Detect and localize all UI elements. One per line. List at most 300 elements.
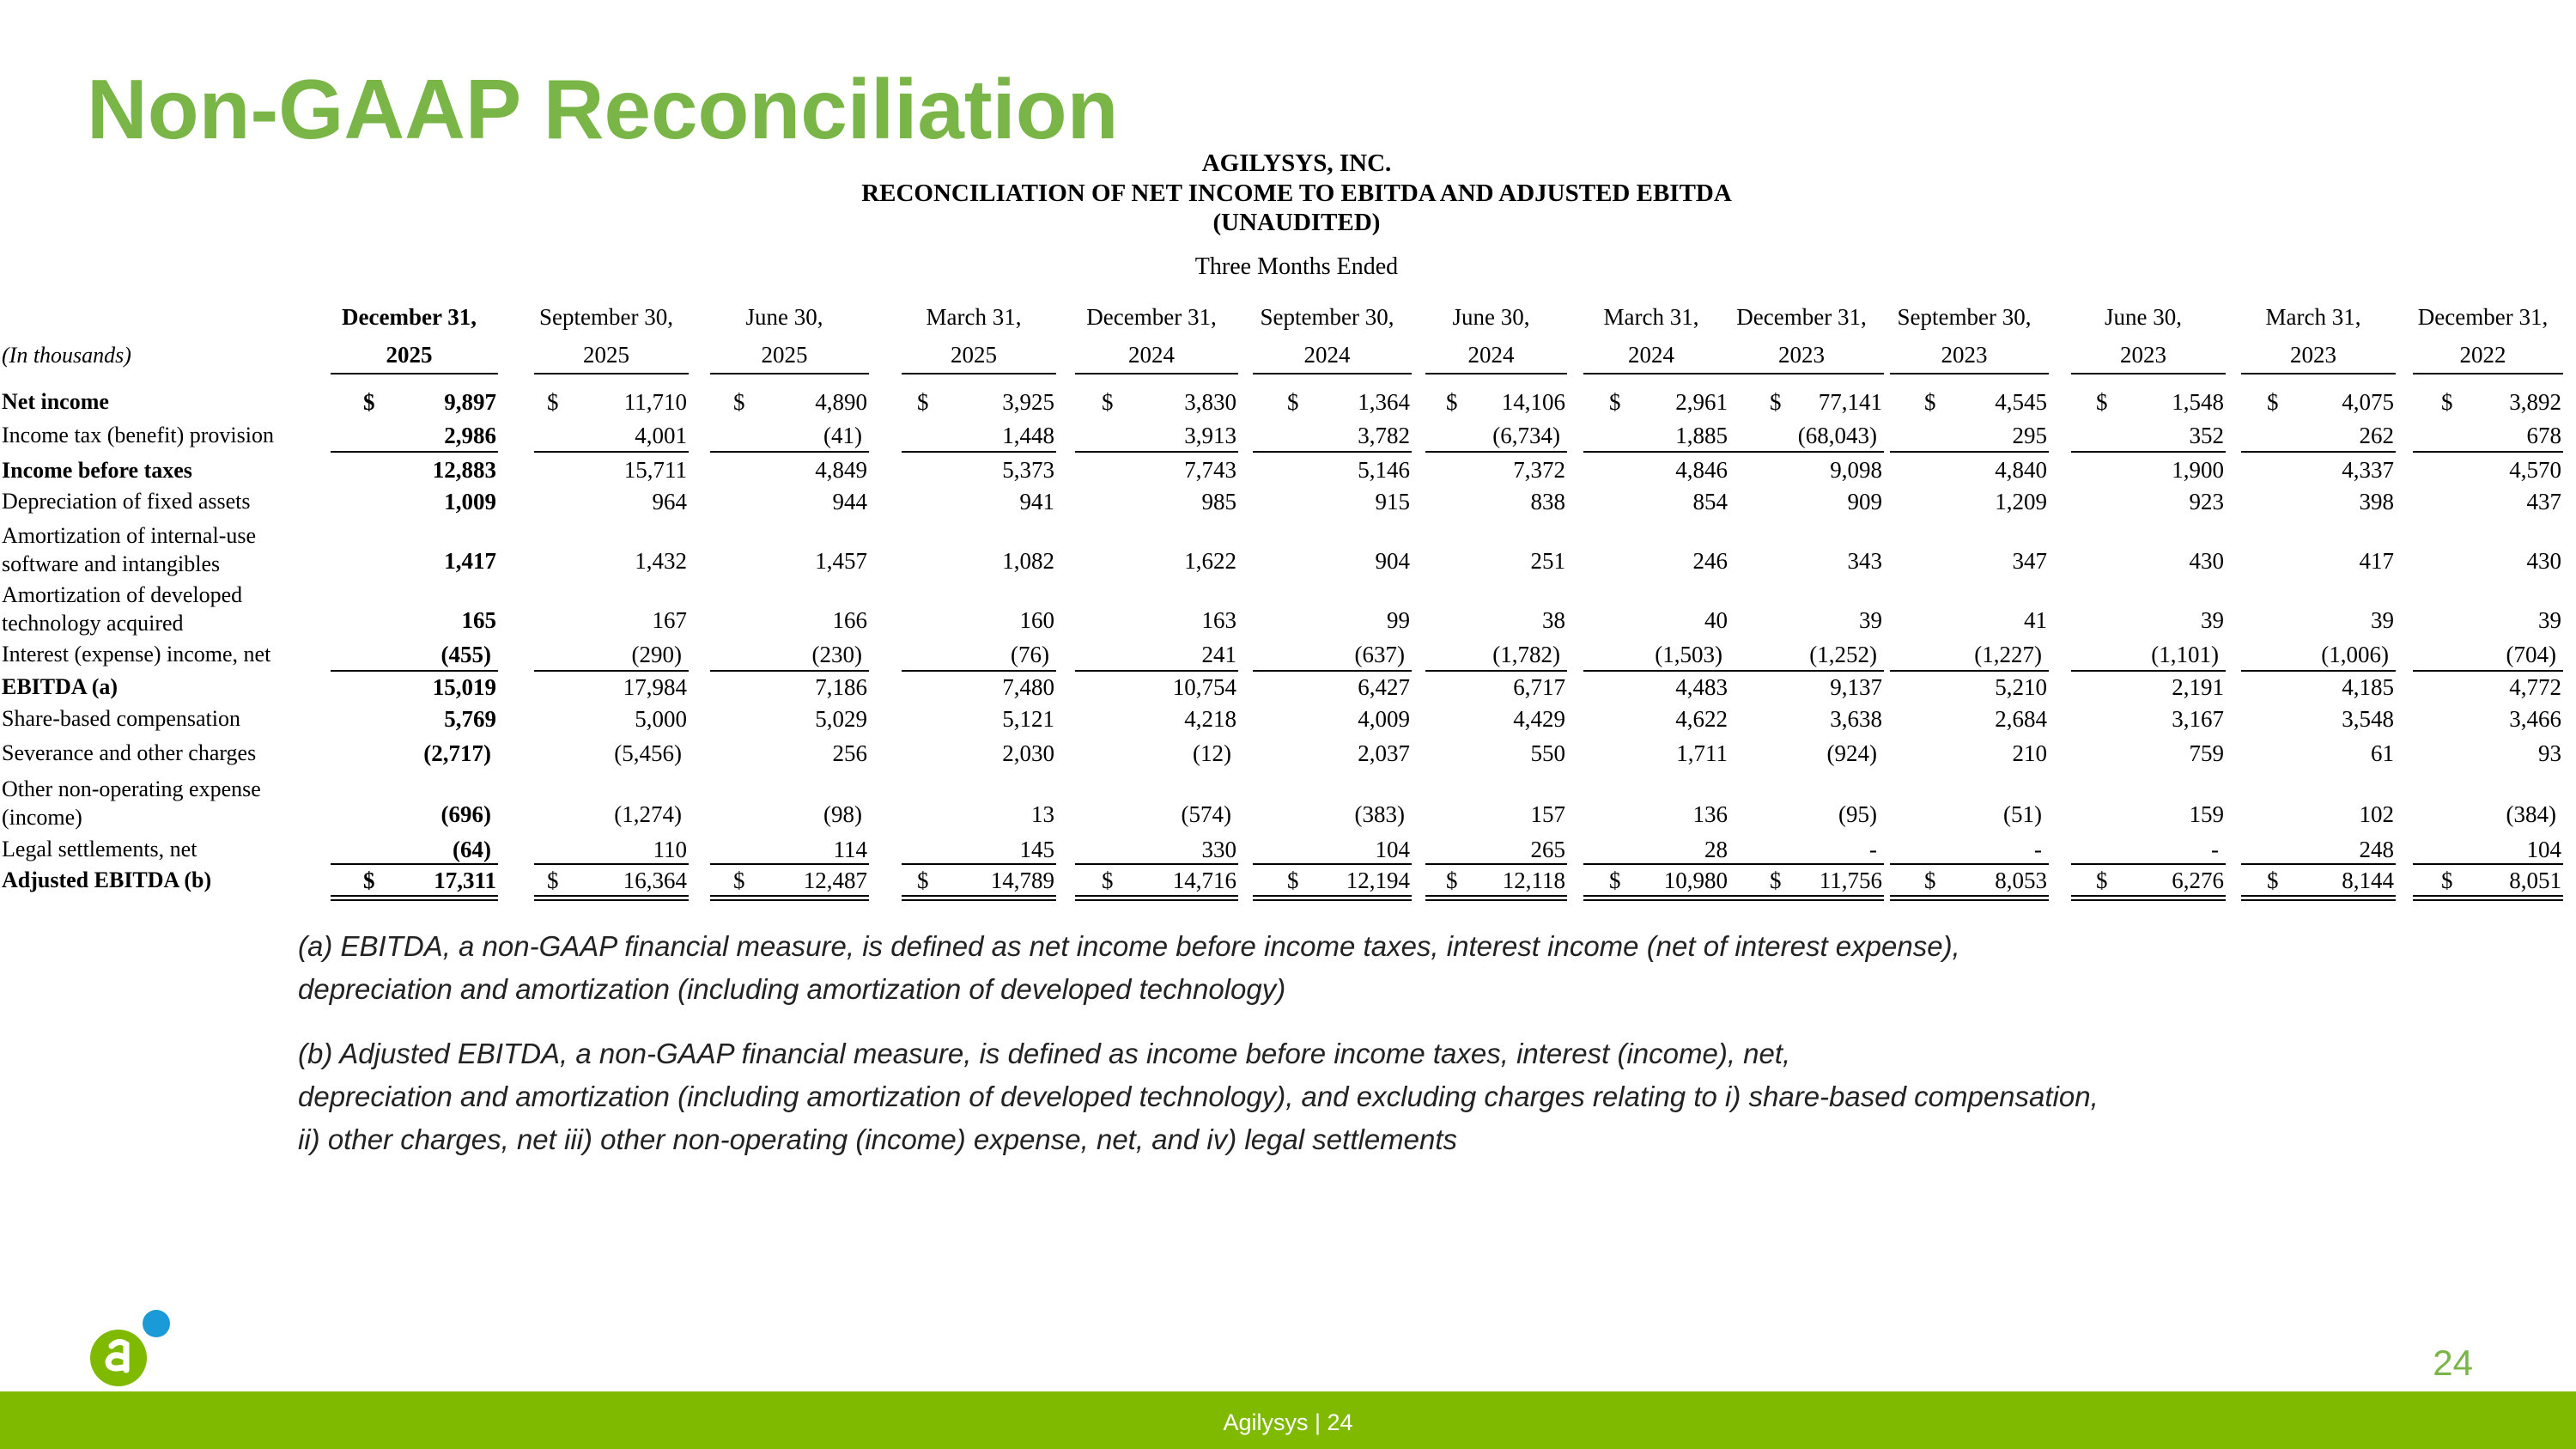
subtotal-underline bbox=[902, 863, 1056, 865]
table-cell: 265 bbox=[1530, 837, 1565, 862]
column-header-month: December 31, bbox=[1086, 304, 1217, 330]
column-header-year: 2023 bbox=[1778, 342, 1825, 368]
total-underline bbox=[1075, 895, 1238, 897]
table-cell: 4,849 bbox=[815, 457, 867, 483]
footnote-b-line3: ii) other charges, net iii) other non-operating (income) expense, net, and iv) legal settlements bbox=[298, 1123, 1458, 1155]
row-label: Depreciation of fixed assets bbox=[2, 489, 251, 514]
total-underline bbox=[1729, 895, 1884, 897]
currency-symbol: $ bbox=[1446, 389, 1458, 415]
table-cell: - bbox=[1869, 837, 1877, 862]
row-label: Amortization of developed bbox=[2, 582, 243, 607]
header-underline bbox=[1425, 373, 1567, 374]
total-underline bbox=[1583, 895, 1729, 897]
table-cell: 93 bbox=[2538, 740, 2561, 766]
currency-symbol: $ bbox=[1609, 868, 1621, 893]
column-header-year: 2023 bbox=[2120, 342, 2166, 368]
table-cell: (704) bbox=[2506, 642, 2556, 667]
table-cell: 6,717 bbox=[1513, 674, 1565, 700]
currency-symbol: $ bbox=[363, 868, 375, 893]
table-cell: 4,772 bbox=[2509, 674, 2561, 700]
subtotal-underline bbox=[534, 863, 689, 865]
table-cell: (230) bbox=[811, 642, 862, 667]
table-cell: 39 bbox=[2201, 607, 2224, 633]
subtotal-underline bbox=[331, 670, 498, 672]
table-cell: 1,457 bbox=[815, 548, 867, 574]
header-underline bbox=[2413, 373, 2563, 374]
total-underline bbox=[2413, 895, 2563, 897]
table-cell: 15,711 bbox=[623, 457, 687, 483]
table-cell: 248 bbox=[2359, 837, 2394, 862]
table-cell: (696) bbox=[440, 801, 491, 827]
currency-symbol: $ bbox=[547, 389, 559, 415]
table-cell: 28 bbox=[1704, 837, 1728, 862]
table-cell: 11,710 bbox=[623, 389, 687, 415]
table-cell: 166 bbox=[832, 607, 867, 633]
row-label: Interest (expense) income, net bbox=[2, 642, 271, 667]
currency-symbol: $ bbox=[2096, 868, 2108, 893]
table-cell: 7,186 bbox=[815, 674, 867, 700]
header-underline bbox=[710, 373, 869, 374]
table-cell: 7,372 bbox=[1513, 457, 1565, 483]
subtotal-underline bbox=[331, 863, 498, 865]
table-cell: 3,466 bbox=[2509, 706, 2561, 732]
table-cell: 10,754 bbox=[1172, 674, 1236, 700]
table-cell: 11,756 bbox=[1819, 868, 1882, 893]
table-cell: 12,883 bbox=[432, 457, 496, 483]
row-label-continued: technology acquired bbox=[2, 611, 184, 636]
table-cell: - bbox=[2034, 837, 2042, 862]
column-header-month: December 31, bbox=[2417, 304, 2549, 330]
table-cell: 40 bbox=[1704, 607, 1728, 633]
table-cell: (384) bbox=[2506, 801, 2556, 827]
table-cell: 5,769 bbox=[444, 706, 496, 732]
table-cell: 4,009 bbox=[1358, 706, 1410, 732]
currency-symbol: $ bbox=[1770, 868, 1782, 893]
table-cell: 2,191 bbox=[2172, 674, 2224, 700]
table-cell: 145 bbox=[1019, 837, 1054, 862]
currency-symbol: $ bbox=[2096, 389, 2108, 415]
table-cell: 1,209 bbox=[1995, 489, 2047, 514]
column-header-month: December 31, bbox=[342, 304, 477, 330]
table-cell: (1,274) bbox=[614, 801, 682, 827]
subtotal-underline bbox=[534, 670, 689, 672]
currency-symbol: $ bbox=[2267, 389, 2279, 415]
subtotal-underline bbox=[902, 670, 1056, 672]
table-cell: 10,980 bbox=[1663, 868, 1728, 893]
total-underline bbox=[534, 895, 689, 897]
row-label: Income before taxes bbox=[2, 458, 192, 483]
footer-text: Agilysys | 24 bbox=[1223, 1409, 1353, 1435]
column-header-year: 2023 bbox=[2290, 342, 2336, 368]
currency-symbol: $ bbox=[1609, 389, 1621, 415]
column-header-year: 2025 bbox=[386, 342, 433, 368]
column-header-year: 2024 bbox=[1128, 342, 1175, 368]
table-cell: 5,373 bbox=[1002, 457, 1054, 483]
subtotal-underline bbox=[1890, 863, 2049, 865]
table-cell: 854 bbox=[1692, 489, 1728, 514]
table-cell: 2,030 bbox=[1002, 740, 1054, 766]
table-cell: (455) bbox=[440, 642, 491, 667]
subtotal-underline bbox=[1583, 451, 1729, 453]
table-cell: 12,487 bbox=[803, 868, 867, 893]
currency-symbol: $ bbox=[1287, 868, 1299, 893]
total-double-underline bbox=[2071, 899, 2226, 901]
table-cell: (76) bbox=[1011, 642, 1049, 667]
table-cell: 104 bbox=[2526, 837, 2561, 862]
table-cell: 2,684 bbox=[1995, 706, 2047, 732]
table-cell: 114 bbox=[833, 837, 867, 862]
subtotal-underline bbox=[534, 451, 689, 453]
column-header-month: June 30, bbox=[1452, 304, 1530, 330]
subtotal-underline bbox=[710, 670, 869, 672]
table-cell: 14,789 bbox=[990, 868, 1054, 893]
slide-title: Non-GAAP Reconciliation bbox=[87, 62, 1119, 156]
table-cell: 4,075 bbox=[2342, 389, 2394, 415]
total-double-underline bbox=[1425, 899, 1567, 901]
table-cell: (12) bbox=[1193, 740, 1231, 766]
column-header-year: 2024 bbox=[1303, 342, 1351, 368]
currency-symbol: $ bbox=[2267, 868, 2279, 893]
table-cell: 246 bbox=[1692, 548, 1728, 574]
table-cell: 1,448 bbox=[1002, 423, 1054, 448]
column-header-year: 2025 bbox=[951, 342, 997, 368]
total-underline bbox=[1253, 895, 1412, 897]
table-cell: 99 bbox=[1387, 607, 1410, 633]
row-label: Share-based compensation bbox=[2, 706, 240, 731]
header-underline bbox=[1583, 373, 1729, 374]
table-cell: (637) bbox=[1354, 642, 1405, 667]
subtotal-underline bbox=[1253, 863, 1412, 865]
table-cell: 550 bbox=[1530, 740, 1565, 766]
table-cell: (1,782) bbox=[1492, 642, 1560, 667]
table-cell: (68,043) bbox=[1797, 423, 1877, 448]
subtotal-underline bbox=[1253, 451, 1412, 453]
table-cell: 6,427 bbox=[1358, 674, 1410, 700]
subtotal-underline bbox=[1075, 451, 1238, 453]
total-double-underline bbox=[1729, 899, 1884, 901]
currency-symbol: $ bbox=[1924, 389, 1936, 415]
currency-symbol: $ bbox=[1924, 868, 1936, 893]
subtotal-underline bbox=[2071, 863, 2226, 865]
row-label: Other non-operating expense bbox=[2, 776, 261, 801]
table-cell: 136 bbox=[1692, 801, 1728, 827]
footnote-a-line2: depreciation and amortization (including amortization of developed technology) bbox=[298, 973, 1286, 1005]
total-underline bbox=[1425, 895, 1567, 897]
table-cell: (1,227) bbox=[1974, 642, 2042, 667]
total-double-underline bbox=[1583, 899, 1729, 901]
table-cell: 678 bbox=[2526, 423, 2561, 448]
column-header-year: 2024 bbox=[1467, 342, 1515, 368]
header-underline bbox=[2071, 373, 2226, 374]
table-cell: 12,194 bbox=[1346, 868, 1410, 893]
currency-symbol: $ bbox=[363, 389, 375, 415]
table-cell: 39 bbox=[2538, 607, 2561, 633]
table-cell: 4,846 bbox=[1675, 457, 1728, 483]
table-cell: 77,141 bbox=[1818, 389, 1882, 415]
table-cell: 1,417 bbox=[444, 548, 496, 574]
table-cell: 167 bbox=[652, 607, 687, 633]
total-double-underline bbox=[1253, 899, 1412, 901]
table-cell: 15,019 bbox=[432, 674, 496, 700]
subtotal-underline bbox=[2413, 863, 2563, 865]
table-cell: 39 bbox=[2371, 607, 2394, 633]
table-cell: 909 bbox=[1847, 489, 1882, 514]
total-underline bbox=[1890, 895, 2049, 897]
table-cell: 3,892 bbox=[2509, 389, 2561, 415]
table-cell: 2,037 bbox=[1358, 740, 1410, 766]
column-header-month: June 30, bbox=[745, 304, 823, 330]
period-label: Three Months Ended bbox=[1194, 253, 1399, 280]
table-cell: (1,252) bbox=[1809, 642, 1877, 667]
table-cell: 160 bbox=[1019, 607, 1054, 633]
column-header-month: December 31, bbox=[1736, 304, 1867, 330]
table-cell: (98) bbox=[823, 801, 862, 827]
row-label-continued: (income) bbox=[2, 805, 82, 830]
table-cell: 110 bbox=[653, 837, 687, 862]
total-underline bbox=[902, 895, 1056, 897]
header-underline bbox=[2241, 373, 2396, 374]
subtotal-underline bbox=[1075, 670, 1238, 672]
table-cell: 985 bbox=[1201, 489, 1236, 514]
table-cell: 941 bbox=[1019, 489, 1054, 514]
subtotal-underline bbox=[1729, 451, 1884, 453]
table-cell: 1,900 bbox=[2172, 457, 2224, 483]
table-cell: 923 bbox=[2189, 489, 2224, 514]
table-cell: 262 bbox=[2359, 423, 2394, 448]
total-double-underline bbox=[2241, 899, 2396, 901]
table-cell: 430 bbox=[2189, 548, 2224, 574]
table-cell: 417 bbox=[2359, 548, 2394, 574]
footnote-a-line1: (a) EBITDA, a non-GAAP financial measure, is defined as net income before income taxes, interest income (net of interest expense), bbox=[298, 930, 1960, 962]
table-cell: 9,897 bbox=[444, 389, 496, 415]
table-cell: 1,432 bbox=[635, 548, 687, 574]
subtotal-underline bbox=[2241, 451, 2396, 453]
table-cell: (1,101) bbox=[2151, 642, 2219, 667]
total-double-underline bbox=[902, 899, 1056, 901]
table-cell: (383) bbox=[1354, 801, 1405, 827]
table-cell: 102 bbox=[2359, 801, 2394, 827]
table-cell: 251 bbox=[1530, 548, 1565, 574]
header-underline bbox=[1253, 373, 1412, 374]
table-cell: 4,840 bbox=[1995, 457, 2047, 483]
subtotal-underline bbox=[1729, 670, 1884, 672]
currency-symbol: $ bbox=[1446, 868, 1458, 893]
table-cell: 295 bbox=[2012, 423, 2047, 448]
currency-symbol: $ bbox=[917, 868, 929, 893]
total-double-underline bbox=[1890, 899, 2049, 901]
table-cell: 1,009 bbox=[444, 489, 496, 514]
total-double-underline bbox=[710, 899, 869, 901]
table-cell: 4,001 bbox=[635, 423, 687, 448]
table-cell: 3,167 bbox=[2172, 706, 2224, 732]
table-cell: (6,734) bbox=[1492, 423, 1560, 448]
table-cell: 5,146 bbox=[1358, 457, 1410, 483]
currency-symbol: $ bbox=[547, 868, 559, 893]
table-cell: 14,716 bbox=[1172, 868, 1236, 893]
table-cell: 4,337 bbox=[2342, 457, 2394, 483]
subtotal-underline bbox=[902, 451, 1056, 453]
table-cell: 61 bbox=[2371, 740, 2394, 766]
table-cell: 964 bbox=[652, 489, 687, 514]
table-cell: (95) bbox=[1838, 801, 1877, 827]
table-cell: 4,483 bbox=[1675, 674, 1728, 700]
table-cell: 38 bbox=[1542, 607, 1565, 633]
currency-symbol: $ bbox=[1102, 389, 1114, 415]
subtotal-underline bbox=[1425, 863, 1567, 865]
table-cell: 343 bbox=[1847, 548, 1882, 574]
table-cell: 2,961 bbox=[1675, 389, 1728, 415]
subtotal-underline bbox=[1890, 451, 2049, 453]
column-header-month: June 30, bbox=[2105, 304, 2182, 330]
row-label: Income tax (benefit) provision bbox=[2, 423, 274, 447]
table-cell: 398 bbox=[2359, 489, 2394, 514]
table-cell: 5,029 bbox=[815, 706, 867, 732]
table-cell: 165 bbox=[461, 607, 496, 633]
total-double-underline bbox=[534, 899, 689, 901]
subtotal-underline bbox=[1425, 451, 1567, 453]
table-cell: 17,984 bbox=[623, 674, 687, 700]
table-cell: (64) bbox=[453, 837, 491, 862]
table-cell: 104 bbox=[1375, 837, 1410, 862]
currency-symbol: $ bbox=[1287, 389, 1299, 415]
subtotal-underline bbox=[331, 451, 498, 453]
row-label: Net income bbox=[2, 389, 109, 414]
table-cell: 241 bbox=[1201, 642, 1236, 667]
table-cell: 430 bbox=[2526, 548, 2561, 574]
total-double-underline bbox=[1075, 899, 1238, 901]
table-cell: 2,986 bbox=[444, 423, 496, 448]
column-header-month: March 31, bbox=[2265, 304, 2361, 330]
table-cell: (1,006) bbox=[2321, 642, 2389, 667]
table-cell: 759 bbox=[2189, 740, 2224, 766]
column-header-year: 2025 bbox=[583, 342, 629, 368]
header-underline bbox=[331, 373, 498, 374]
footnote-b-line1: (b) Adjusted EBITDA, a non-GAAP financial measure, is defined as income before income taxes, interest (income), net, bbox=[298, 1038, 1791, 1069]
total-underline bbox=[331, 895, 498, 897]
table-cell: 1,548 bbox=[2172, 389, 2224, 415]
row-label: Amortization of internal-use bbox=[2, 523, 257, 548]
table-cell: (41) bbox=[823, 423, 862, 448]
table-cell: 3,925 bbox=[1002, 389, 1054, 415]
total-underline bbox=[2071, 895, 2226, 897]
table-cell: 944 bbox=[832, 489, 867, 514]
column-header-month: September 30, bbox=[1897, 304, 2032, 330]
table-cell: 14,106 bbox=[1501, 389, 1565, 415]
table-cell: 9,137 bbox=[1830, 674, 1882, 700]
table-cell: (51) bbox=[2003, 801, 2042, 827]
table-cell: 1,711 bbox=[1676, 740, 1728, 766]
table-cell: (5,456) bbox=[614, 740, 682, 766]
table-cell: 12,118 bbox=[1502, 868, 1565, 893]
report-heading: RECONCILIATION OF NET INCOME TO EBITDA AND ADJUSTED EBITDA bbox=[861, 180, 1732, 207]
table-cell: 904 bbox=[1375, 548, 1410, 574]
subtotal-underline bbox=[2071, 670, 2226, 672]
table-cell: 4,218 bbox=[1184, 706, 1236, 732]
header-underline bbox=[1890, 373, 2049, 374]
table-cell: 3,913 bbox=[1184, 423, 1236, 448]
header-underline bbox=[1729, 373, 1884, 374]
column-header-year: 2023 bbox=[1941, 342, 1988, 368]
table-cell: 1,885 bbox=[1675, 423, 1728, 448]
column-header-month: March 31, bbox=[1603, 304, 1699, 330]
table-cell: - bbox=[2211, 837, 2219, 862]
subtotal-underline bbox=[710, 451, 869, 453]
column-header-month: September 30, bbox=[539, 304, 673, 330]
row-label: Severance and other charges bbox=[2, 740, 257, 765]
table-cell: 5,210 bbox=[1995, 674, 2047, 700]
subtotal-underline bbox=[710, 863, 869, 865]
total-underline bbox=[710, 895, 869, 897]
subtotal-underline bbox=[1425, 670, 1567, 672]
column-header-year: 2025 bbox=[761, 342, 808, 368]
table-cell: (290) bbox=[631, 642, 682, 667]
subtotal-underline bbox=[2413, 451, 2563, 453]
table-cell: 8,051 bbox=[2509, 868, 2561, 893]
table-cell: 5,121 bbox=[1002, 706, 1054, 732]
table-cell: 352 bbox=[2189, 423, 2224, 448]
table-cell: 9,098 bbox=[1830, 457, 1882, 483]
table-cell: 4,545 bbox=[1995, 389, 2047, 415]
row-label-continued: software and intangibles bbox=[2, 551, 221, 576]
table-cell: 7,480 bbox=[1002, 674, 1054, 700]
currency-symbol: $ bbox=[733, 868, 745, 893]
units-label: (In thousands) bbox=[2, 343, 131, 368]
currency-symbol: $ bbox=[917, 389, 929, 415]
total-double-underline bbox=[2413, 899, 2563, 901]
column-header-year: 2024 bbox=[1628, 342, 1674, 368]
table-cell: 4,185 bbox=[2342, 674, 2394, 700]
row-label: Legal settlements, net bbox=[2, 837, 197, 861]
table-cell: 1,364 bbox=[1358, 389, 1410, 415]
table-cell: 17,311 bbox=[434, 868, 496, 893]
row-label: EBITDA (a) bbox=[2, 674, 118, 699]
column-header-year: 2022 bbox=[2459, 342, 2506, 368]
table-cell: (924) bbox=[1826, 740, 1877, 766]
table-cell: 39 bbox=[1859, 607, 1882, 633]
subtotal-underline bbox=[1583, 670, 1729, 672]
subtotal-underline bbox=[2413, 670, 2563, 672]
row-label: Adjusted EBITDA (b) bbox=[2, 868, 212, 892]
table-cell: 4,622 bbox=[1675, 706, 1728, 732]
table-cell: 163 bbox=[1201, 607, 1236, 633]
total-underline bbox=[2241, 895, 2396, 897]
table-cell: 5,000 bbox=[635, 706, 687, 732]
report-subheading: (UNAUDITED) bbox=[1212, 209, 1381, 236]
table-cell: 3,830 bbox=[1184, 389, 1236, 415]
table-cell: 4,890 bbox=[815, 389, 867, 415]
table-cell: 3,782 bbox=[1358, 423, 1410, 448]
header-underline bbox=[1075, 373, 1238, 374]
table-cell: 7,743 bbox=[1184, 457, 1236, 483]
company-name: AGILYSYS, INC. bbox=[1201, 149, 1392, 177]
currency-symbol: $ bbox=[2441, 389, 2453, 415]
table-cell: 16,364 bbox=[623, 868, 687, 893]
table-cell: 4,570 bbox=[2509, 457, 2561, 483]
currency-symbol: $ bbox=[1102, 868, 1114, 893]
table-cell: 347 bbox=[2012, 548, 2047, 574]
table-cell: 437 bbox=[2526, 489, 2561, 514]
table-cell: 1,082 bbox=[1002, 548, 1054, 574]
table-cell: (1,503) bbox=[1655, 642, 1722, 667]
column-header-month: March 31, bbox=[926, 304, 1022, 330]
table-cell: 8,053 bbox=[1995, 868, 2047, 893]
header-underline bbox=[902, 373, 1056, 374]
table-cell: 330 bbox=[1201, 837, 1236, 862]
table-cell: (2,717) bbox=[423, 740, 491, 766]
table-cell: 8,144 bbox=[2342, 868, 2394, 893]
table-cell: 13 bbox=[1031, 801, 1054, 827]
page-number: 24 bbox=[2433, 1342, 2473, 1383]
